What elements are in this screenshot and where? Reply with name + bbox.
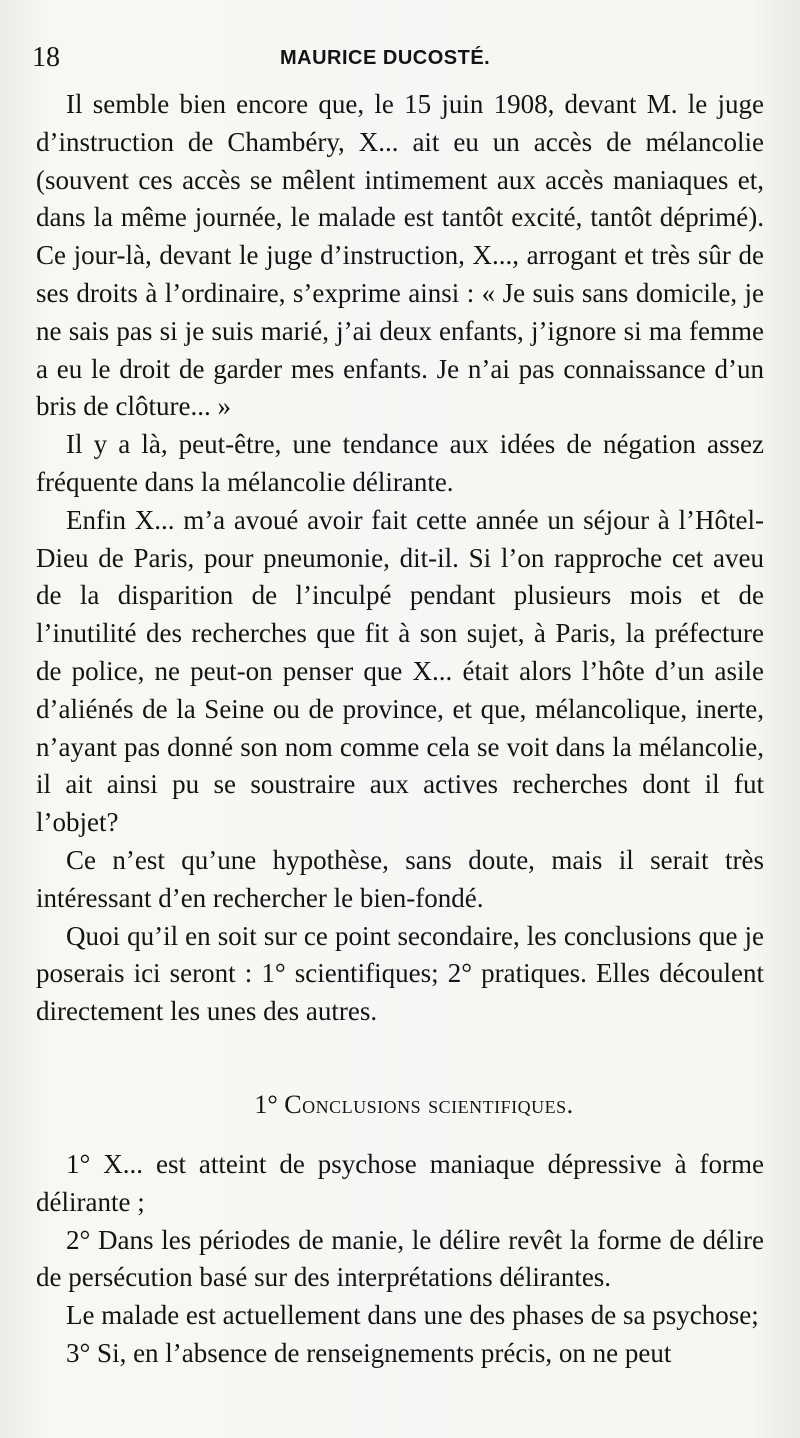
section-title: Conclusions scientifiques. xyxy=(284,1089,574,1119)
conclusion-item: 1° X... est atteint de psychose maniaque dépressive à forme délirante ; xyxy=(36,1148,764,1217)
body-text xyxy=(36,86,764,1373)
section-number: 1° xyxy=(254,1089,278,1119)
page-header xyxy=(32,40,770,76)
conclusion-item: Le malade est actuellement dans une des phases de sa psychose; xyxy=(66,1300,759,1331)
section-heading xyxy=(36,1086,764,1123)
running-title: MAURICE DUCOSTÉ. xyxy=(280,47,491,69)
conclusion-item: 2° Dans les périodes de manie, le délire revêt la forme de délire de persécution basé sur des interprétations délirantes. xyxy=(36,1224,764,1293)
paragraph: Il y a là, peut-être, une tendance aux idées de négation assez fréquente dans la mélancolie délirante. xyxy=(36,429,764,497)
paragraph: Enfin X... m’a avoué avoir fait cette année un séjour à l’Hôtel-Dieu de Paris, pour pneumonie, dit-il. Si l’on rapproche cet aveu de la disparition de l’inculpé pendant plusieurs mois et de l’inutilité des recherches que fit à son sujet, à Paris, la préfecture de police, ne peut-on penser que X... était alors l’hôte d’un asile d’aliénés de la Seine ou de province, et que, mélancolique, inerte, n’ayant pas donné son nom comme cela se voit dans la mélancolie, il ait ainsi pu se soustraire aux actives recherches dont il fut l’objet? xyxy=(36,504,764,838)
conclusion-item: 3° Si, en l’absence de renseignements précis, on ne peut xyxy=(66,1337,672,1368)
paragraph: Il semble bien encore que, le 15 juin 1908, devant M. le juge d’instruction de Chambéry, X... ait eu un accès de mélancolie (souvent ces accès se mêlent intimement aux accès maniaques et, dans la même journée, le malade est tantôt excité, tantôt déprimé). Ce jour-là, devant le juge d’instruction, X..., arrogant et très sûr de ses droits à l’ordinaire, s’exprime ainsi : « Je suis sans domicile, je ne sais pas si je suis marié, j’ai deux enfants, j’ignore si ma femme a eu le droit de garder mes enfants. Je n’ai pas connaissance d’un bris de clôture... » xyxy=(36,89,764,422)
page-number: 18 xyxy=(32,42,60,73)
paragraph: Quoi qu’il en soit sur ce point secondaire, les conclusions que je poserais ici seront : 1° scientifiques; 2° pratiques. Elles découlent directement les unes des autres. xyxy=(36,920,764,1027)
paragraph: Ce n’est qu’une hypothèse, sans doute, mais il serait très intéressant d’en rechercher le bien-fondé. xyxy=(36,844,764,913)
